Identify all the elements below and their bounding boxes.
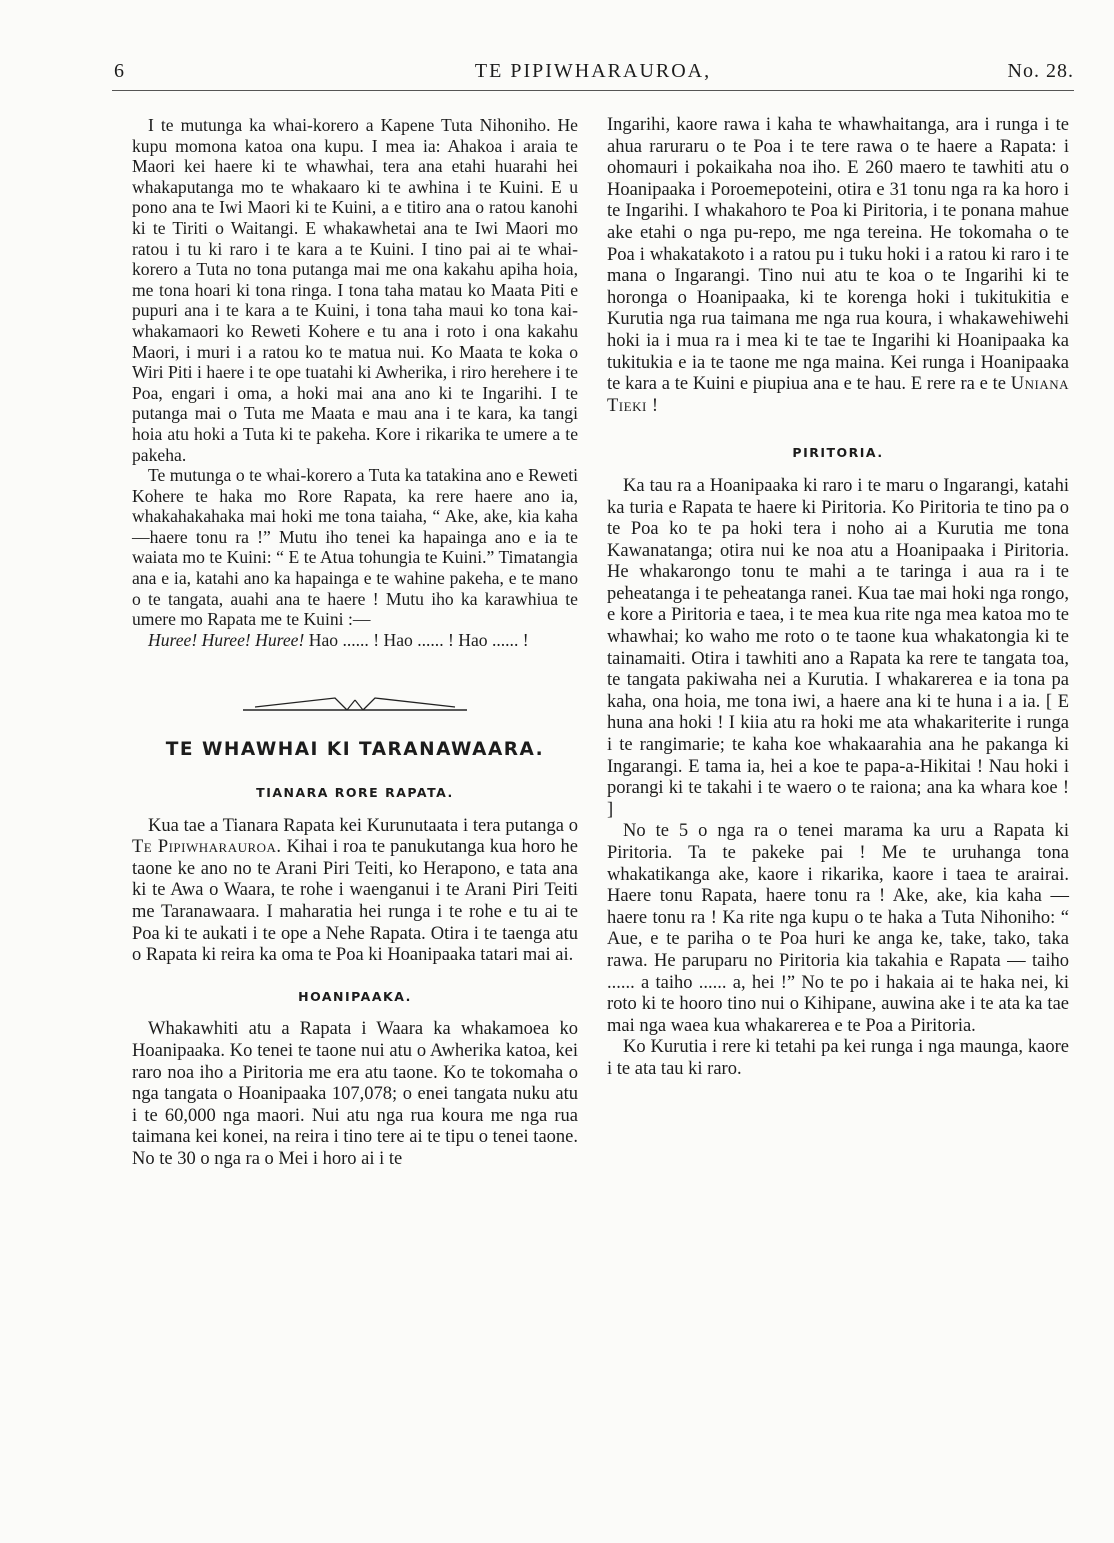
paragraph-entry: No te 5 o nga ra o tenei marama ka uru a Rapata ki Piritoria. Ta te pakeke pai ! Me te uruhanga tona whakatikanga ake, kaore i rikarika, kaore i taea te arairai. Haere tonu Rapata, haere tonu ra ! Ake, ake, kia kaha — haere tonu ra ! Ka rite nga kupu o te haka a Tuta Nihoniho: “ Aue, e te pariha o te Poa huri ke anga ke, take, tako, taka rawa. He paruparu no Piritoria kia takahia e Rapata — taiho ...... a taiho ...... a, hei !” No te po i hakaia ai te haka nei, ki roto ki te hooro tino nui o Kihipane, auwina ake i te ata ka tae mai nga waea kua whakarerea e te Poa a Piritoria.: [607, 821, 1069, 1036]
paragraph-piritoria: Ka tau ra a Hoanipaaka ki raro i te maru o Ingarangi, katahi ka turia e Rapata te haere ki Piritoria. Ko Piritoria te tino pa o te Poa ko te pa hoki tera i noho ai a Kurutia me tona Kawanatanga; otira nui ke noa atu a Hoanipaaka i Piritoria. He whakarongo tonu te mahi a te taringa i aua ra i te peheatanga i te peheatanga ranei. Kua tae mai hoki nga rongo, e kore a Piritoria e taea, i te mea kua rite nga mea katoa mo te whawhai; ko waho me roto o te taone kua whakatongia ki te tainamaiti. Otira i tawhiti ano a Rapata ka rere te tangata toa, te tangata pakiwaha nei a Kurutia. I whakarerea e ia tona pa kaha, ona hoia, me tona iwi, a haere ana ki te huna i a ia. [ E huna ana hoki ! I kiia atu ra hoki me ata whakariterite i runga i te rangimarie; te kaha koe whakaarahia ana he pakanga ki Ingarangi. E tama ia, hei a koe te papa-a-Hikitai ! Nau hoki i porangi ki te takahi i te waero o te raiona; ana ka whara koe ! ]: [607, 475, 1069, 820]
right-column: [607, 115, 1069, 1081]
paper-name: Te Pipiwharauroa.: [132, 837, 282, 858]
divider-ornament-icon: [235, 686, 475, 714]
paragraph-kurutia: Ko Kurutia i rere ki tetahi pa kei runga i nga maunga, kaore i te ata tau ki raro.: [607, 1037, 1069, 1079]
paragraph-hoanipaaka: Whakawhiti atu a Rapata i Waara ka whakamoea ko Hoanipaaka. Ko tenei te taone nui atu o Awherika katoa, kei raro noa iho a Piritoria me era atu taone. Ko te tokomaha o nga tangata o Hoanipaaka 107,078; o enei tangata nuku atu i te 60,000 nga maori. Nui atu nga rua koura me nga rua taimana kei konei, na reira i tino tere ai te tipu o tenei taone. No te 30 o nga ra o Mei i horo ai i te: [132, 1019, 578, 1169]
paragraph-speech: I te mutunga ka whai-korero a Kapene Tuta Nihoniho. He kupu momona katoa ona kupu. I mea ia: Ahakoa i araia te Maori kei haere ki te whawhai, tera ana etahi huarahi hei whakaputanga mo te whakaaro ki te awhina i te Kuini. E u pono ana te Iwi Maori ki te Kuini, a e titiro ana o ratou kanohi ki te Tiriti o Waitangi. E whakawhetai ana te Iwi Maori mo ratou i tu ki raro i te kara a te Kuini. I tino pai ai te whai-korero a Tuta no tona putanga mai me ona kakahu apiha hoia, me tona hoari ki tona ringa. I tona taha matau ko Maata Piti e pupuri ana i te kara a te Kuini, i tona taha maui ko tona kai-whakamaori ko Reweti Kohere e tu ana i roto i ona kakahu Maori, i muri i a ratou ko te matua nui. Ko Maata te koka o Wiri Piti i haere i te ope tuatahi ki Awherika, i riro herehere i te Poa, engari i oma, a hoki mai ana ano ki te Ingarihi. I te putanga mai o Tuta me Maata e mau ana i te kara, ka tangi hoia atu hoki a Tuta ki te pakeha. Kore i rikarika te umere a te pakeha.: [132, 115, 578, 465]
paragraph-haka: Te mutunga o te whai-korero a Tuta ka tatakina ano e Reweti Kohere te haka mo Rore Rapata, ka rere haere ano ia, whakahakahaka mai hoki me tona taiaha, “ Ake, ake, kia kaha—haere tonu ra !” Mutu iho tenei ka hapainga ano e ia te waiata mo te Kuini: “ E te Atua tohungia te Kuini.” Timatangia ana e ia, katahi ano ka hapainga e te wahine pakeha, e te mano o te tangata, auahi ana te haere ! Mutu iho ka karawhiua te umere mo Rapata me te Kuini :—: [132, 465, 578, 630]
subheading-rapata: TIANARA RORE RAPATA.: [256, 785, 454, 801]
subheading-hoanipaaka: HOANIPAAKA.: [298, 988, 412, 1004]
hao-cheer: Hao ...... ! Hao ...... ! Hao ...... !: [308, 629, 529, 650]
subheading-piritoria: PIRITORIA.: [792, 445, 884, 461]
header-rule: [112, 90, 1074, 91]
paragraph-rapata: Kua tae a Tianara Rapata kei Kurunutaata i tera putanga o Te Pipiwharauroa. Kihai i roa te panukutanga kua horo he taone ke ano no te Arani Piri Teiti, ko Herapono, e tata ana ki te Awa o Waara, te rohe i waenganui i te Arani Piri Teiti me Taranawaara. I maharatia hei runga i te rohe e tu ai te Poa ki te aukati i te ope a Nehe Rapata. Otira i te taenga atu o Rapata ki reira ka oma te Poa ki Hoanipaaka tatari mai ai.: [132, 815, 578, 966]
issue-number: No. 28.: [1007, 60, 1074, 82]
article-heading: TE WHAWHAI KI TARANAWAARA.: [165, 739, 545, 761]
newspaper-title: TE PIPIWHARAUROA,: [474, 60, 712, 82]
paragraph-ingarihi: Ingarihi, kaore rawa i kaha te whawhaitanga, ara i runga i te ahua raruraru o te Poa i te tere rawa o te haere a Rapata: i ohomauri i pokaikaha noa iho. E 260 maero te tawhiti atu o Hoanipaaka i Poroemepoteini, otira e 31 tonu nga ra ka horo i te Ingarihi. I whakahoro te Poa ki Piritoria, i te ponana mahue ake etahi o nga pu-repo, me nga tereina. He tokomaha o te Poa i whakatakoto i a ratou pu i tuku hoki i a ratou ki raro i te mana o Ingarangi. Tino nui atu te koa o te Ingarihi ki te horonga o Hoanipaaka, ki te korenga hoki i tukitukitia e Kurutia nga rua taimana me nga rua koura, i whakawehiwehi hoki ia i mua ra i mea ki te tae te Ingarihi ki Hoanipaaka ka tukitukia e ia te taone me nga maina. Kei runga i Hoanipaaka te kara a te Kuini e piupiua ana e te hau. E rere ra e te Uniana Tieki !: [607, 115, 1070, 416]
left-column: [132, 115, 578, 1171]
page-number: 6: [114, 60, 125, 82]
huree-cheer: Huree! Huree! Huree!: [148, 629, 305, 650]
paragraph-cheers: [132, 630, 578, 651]
page-header: [112, 60, 1074, 92]
union-jack-text: Uniana Tieki !: [607, 374, 1070, 416]
